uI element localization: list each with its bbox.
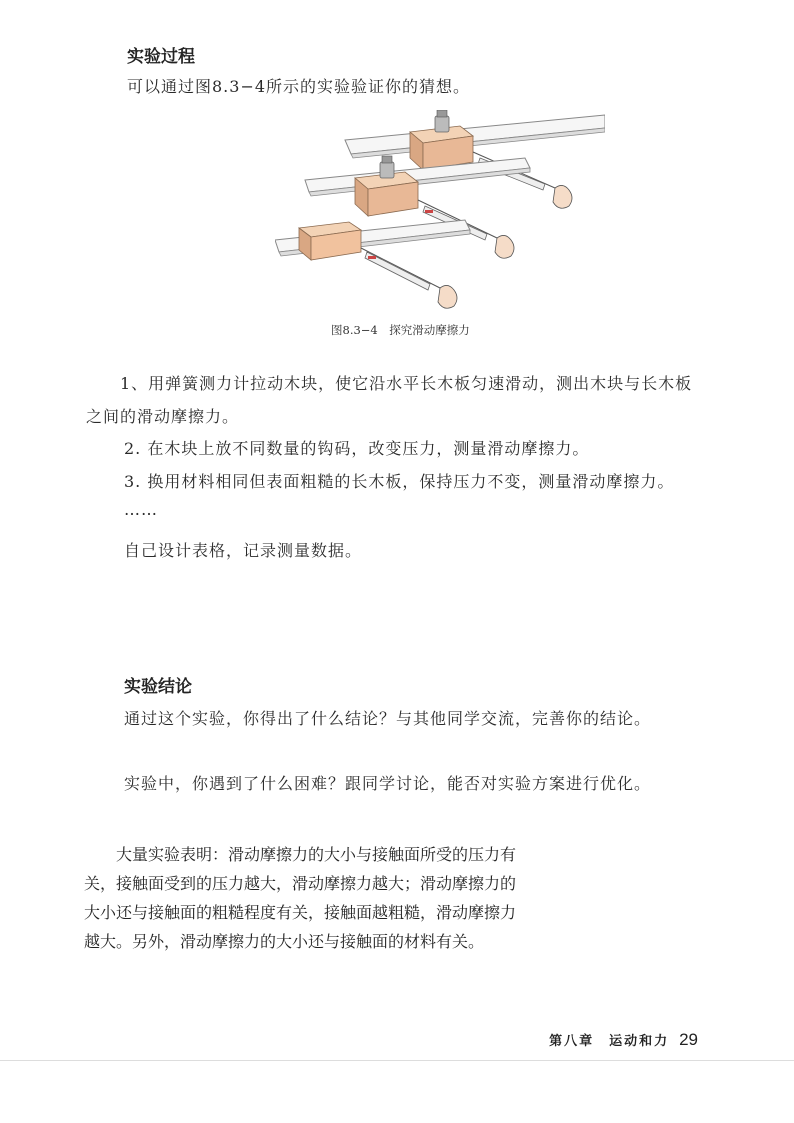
friction-experiment-figure [275, 110, 605, 315]
process-intro: 可以通过图8.3−4所示的实验验证你的猜想。 [127, 77, 471, 96]
section-heading-conclusion: 实验结论 [124, 677, 192, 697]
page-footer [549, 1030, 698, 1050]
board-bottom [275, 220, 470, 308]
conclusion-line-1: 通过这个实验，你得出了什么结论？与其他同学交流，完善你的结论。 [124, 709, 652, 728]
table-note: 自己设计表格，记录测量数据。 [124, 541, 363, 560]
section-heading-process: 实验过程 [127, 47, 195, 67]
step-1-line-1: 1、用弹簧测力计拉动木块，使它沿水平长木板匀速滑动，测出木块与长木板 [120, 374, 693, 393]
page-number: 29 [679, 1030, 698, 1049]
bottom-rule [0, 1060, 794, 1061]
ellipsis: …… [124, 500, 158, 519]
figure-caption: 图8.3−4 探究滑动摩擦力 [331, 323, 470, 337]
step-3: 3. 换用材料相同但表面粗糙的长木板，保持压力不变，测量滑动摩擦力。 [124, 472, 675, 491]
conclusion-line-2: 实验中，你遇到了什么困难？跟同学讨论，能否对实验方案进行优化。 [124, 774, 652, 793]
summary-paragraph: 大量实验表明：滑动摩擦力的大小与接触面所受的压力有关，接触面受到的压力越大，滑动摩擦力越大；滑动摩擦力的大小还与接触面的粗糙程度有关，接触面越粗糙，滑动摩擦力越大。另外，滑动摩擦力的大小还与接触面的材料有关。 [84, 845, 517, 951]
chapter-title: 第八章 运动和力 [549, 1034, 670, 1049]
step-2: 2. 在木块上放不同数量的钩码，改变压力，测量滑动摩擦力。 [124, 439, 590, 458]
step-1-line-2: 之间的滑动摩擦力。 [86, 407, 240, 426]
